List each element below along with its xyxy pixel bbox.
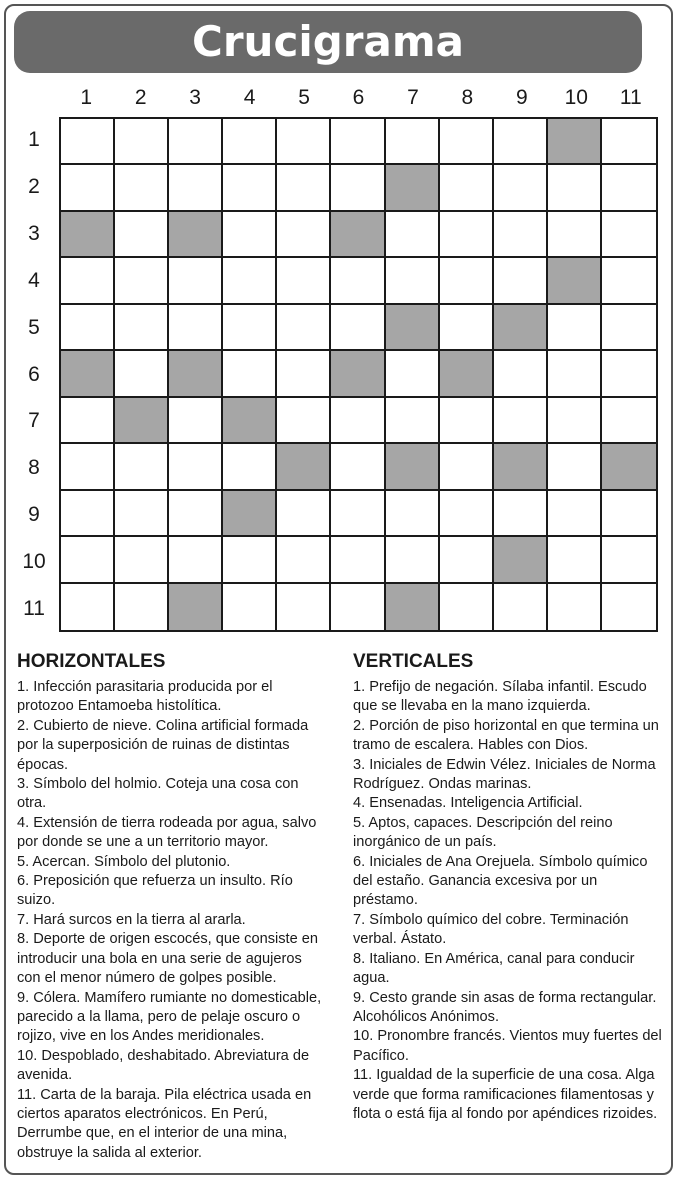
grid-cell[interactable] — [331, 258, 385, 304]
grid-cell[interactable] — [61, 537, 115, 583]
grid-cell[interactable] — [331, 584, 385, 630]
column-number: 1 — [80, 86, 93, 109]
grid-cell[interactable] — [277, 212, 331, 258]
grid-cell[interactable] — [115, 119, 169, 165]
grid-cell[interactable] — [331, 444, 385, 490]
grid-cell[interactable] — [331, 398, 385, 444]
grid-cell-blocked — [548, 119, 602, 165]
clue-item: 1. Prefijo de negación. Sílaba infantil. Escudo que se llevaba en la mano izquierda. — [353, 679, 647, 715]
row-number: 4 — [28, 268, 40, 292]
grid-cell-blocked — [548, 258, 602, 304]
grid-cell[interactable] — [494, 119, 548, 165]
grid-cell[interactable] — [548, 212, 602, 258]
puzzle-title: Crucigrama — [192, 17, 464, 66]
grid-cell[interactable] — [494, 258, 548, 304]
grid-cell[interactable] — [277, 305, 331, 351]
grid-cell-blocked — [277, 444, 331, 490]
grid-cell[interactable] — [223, 212, 277, 258]
horizontal-heading: HORIZONTALES — [17, 651, 166, 672]
column-number: 7 — [407, 86, 419, 109]
grid-cell-blocked — [494, 537, 548, 583]
grid-cell[interactable] — [169, 537, 223, 583]
row-number: 1 — [28, 128, 40, 152]
row-number: 6 — [28, 362, 40, 386]
grid-cell[interactable] — [223, 165, 277, 211]
grid-cell[interactable] — [277, 537, 331, 583]
grid-cell[interactable] — [331, 165, 385, 211]
clue-item: 11. Igualdad de la superficie de una cosa. Alga verde que forma ramificaciones filamentosas y flota o está fija al fondo por apéndices rizoides. — [353, 1067, 658, 1122]
grid-cell[interactable] — [440, 444, 494, 490]
grid-cell-blocked — [440, 351, 494, 397]
grid-cell[interactable] — [548, 351, 602, 397]
clue-item: 9. Cesto grande sin asas de forma rectangular. Alcohólicos Anónimos. — [353, 989, 657, 1025]
grid-cell[interactable] — [169, 119, 223, 165]
grid-cell[interactable] — [223, 537, 277, 583]
grid-cell[interactable] — [331, 119, 385, 165]
grid-cell[interactable] — [61, 444, 115, 490]
grid-cell[interactable] — [602, 305, 656, 351]
title-banner — [14, 11, 642, 73]
clue-item: 7. Símbolo químico del cobre. Terminación verbal. Ástato. — [353, 911, 629, 948]
grid-cell[interactable] — [602, 351, 656, 397]
grid-cell[interactable] — [494, 351, 548, 397]
grid-cell[interactable] — [602, 491, 656, 537]
grid-cell[interactable] — [169, 165, 223, 211]
grid-cell[interactable] — [61, 584, 115, 630]
grid-cell[interactable] — [277, 165, 331, 211]
grid-cell[interactable] — [548, 491, 602, 537]
grid-cell[interactable] — [386, 258, 440, 304]
grid-cell[interactable] — [61, 398, 115, 444]
grid-cell[interactable] — [602, 584, 656, 630]
column-number: 9 — [516, 86, 528, 109]
grid-cell[interactable] — [440, 584, 494, 630]
grid-cell-blocked — [386, 444, 440, 490]
grid-cell[interactable] — [115, 444, 169, 490]
grid-cell[interactable] — [277, 258, 331, 304]
grid-cell-blocked — [386, 305, 440, 351]
grid-cell[interactable] — [61, 258, 115, 304]
grid-cell-blocked — [115, 398, 169, 444]
grid-cell[interactable] — [277, 398, 331, 444]
row-number: 9 — [28, 502, 40, 526]
clue-item: 1. Infección parasitaria producida por el protozoo Entamoeba histolítica. — [17, 679, 273, 715]
clue-item: 6. Iniciales de Ana Orejuela. Símbolo químico del estaño. Ganancia excesiva por un préstamo. — [353, 853, 648, 909]
grid-cell[interactable] — [61, 491, 115, 537]
grid-cell[interactable] — [61, 165, 115, 211]
grid-cell[interactable] — [277, 119, 331, 165]
grid-cell[interactable] — [440, 305, 494, 351]
clue-item: 5. Acercan. Símbolo del plutonio. — [17, 853, 231, 870]
vertical-clues — [353, 650, 665, 1124]
clue-item: 5. Aptos, capaces. Descripción del reino inorgánico de un país. — [353, 814, 613, 851]
clue-item: 8. Deporte de origen escocés, que consiste en introducir una bola en una serie de agujeros con el menor número de golpes posible. — [17, 931, 318, 987]
grid-cell[interactable] — [115, 584, 169, 630]
grid-cell[interactable] — [115, 491, 169, 537]
grid-cell[interactable] — [169, 444, 223, 490]
grid-cell-blocked — [169, 212, 223, 258]
grid-cell[interactable] — [494, 584, 548, 630]
grid-cell[interactable] — [440, 119, 494, 165]
grid-cell[interactable] — [169, 491, 223, 537]
grid-cell-blocked — [223, 491, 277, 537]
grid-cell[interactable] — [223, 258, 277, 304]
grid-cell[interactable] — [386, 119, 440, 165]
grid-cell[interactable] — [115, 212, 169, 258]
grid-cell[interactable] — [223, 444, 277, 490]
grid-cell[interactable] — [277, 584, 331, 630]
column-number: 4 — [243, 86, 256, 109]
row-number: 2 — [28, 175, 40, 199]
grid-cell-blocked — [61, 212, 115, 258]
grid-cell[interactable] — [331, 305, 385, 351]
grid-cell[interactable] — [548, 165, 602, 211]
grid-cell-blocked — [494, 305, 548, 351]
row-number: 10 — [22, 549, 46, 573]
clue-item: 4. Extensión de tierra rodeada por agua, salvo por donde se une a un territorio mayor. — [17, 814, 317, 851]
grid-cell[interactable] — [548, 584, 602, 630]
grid-cell[interactable] — [223, 351, 277, 397]
grid-cell-blocked — [494, 444, 548, 490]
grid-cell[interactable] — [548, 444, 602, 490]
horizontal-clues — [17, 650, 329, 1163]
clue-item: 8. Italiano. En América, canal para conducir agua. — [353, 950, 635, 987]
grid-cell[interactable] — [115, 305, 169, 351]
grid-cell[interactable] — [494, 398, 548, 444]
column-number: 11 — [619, 86, 642, 109]
grid-cell[interactable] — [331, 537, 385, 583]
grid-cell[interactable] — [169, 305, 223, 351]
grid-cell[interactable] — [602, 258, 656, 304]
column-number: 2 — [134, 86, 147, 109]
grid-cell[interactable] — [602, 398, 656, 444]
grid-cell[interactable] — [115, 165, 169, 211]
grid-cell-blocked — [386, 584, 440, 630]
clue-item: 11. Carta de la baraja. Pila eléctrica usada en ciertos aparatos electrónicos. En Perú, Derrumbe que, en el interior de una mina, obstruye la salida al exterior. — [17, 1086, 312, 1161]
clue-item: 9. Cólera. Mamífero rumiante no domesticable, parecido a la llama, pero de pelaje oscuro o rojizo, vive en los Andes meridionales. — [17, 989, 322, 1045]
grid-cell-blocked — [61, 351, 115, 397]
grid-cell[interactable] — [61, 119, 115, 165]
grid-cell[interactable] — [223, 305, 277, 351]
grid-cell[interactable] — [548, 537, 602, 583]
clue-item: 2. Cubierto de nieve. Colina artificial formada por la superposición de ruinas de distintas épocas. — [17, 717, 309, 773]
grid-cell[interactable] — [548, 398, 602, 444]
grid-cell[interactable] — [548, 305, 602, 351]
row-number: 5 — [28, 315, 40, 339]
grid-cell[interactable] — [440, 258, 494, 304]
row-number: 7 — [28, 409, 40, 433]
crossword-grid — [59, 117, 658, 632]
clue-item: 10. Pronombre francés. Vientos muy fuertes del Pacífico. — [353, 1028, 662, 1064]
row-number: 11 — [23, 596, 45, 620]
grid-cell[interactable] — [440, 165, 494, 211]
grid-cell[interactable] — [386, 351, 440, 397]
vertical-clue-list — [353, 678, 665, 1124]
grid-cell-blocked — [331, 212, 385, 258]
grid-cell[interactable] — [440, 491, 494, 537]
clue-item: 4. Ensenadas. Inteligencia Artificial. — [353, 795, 583, 812]
grid-cell-blocked — [223, 398, 277, 444]
grid-cell[interactable] — [386, 398, 440, 444]
grid-cell-blocked — [386, 165, 440, 211]
grid-cell[interactable] — [494, 491, 548, 537]
grid-cell[interactable] — [277, 491, 331, 537]
grid-cell[interactable] — [115, 258, 169, 304]
clue-item: 6. Preposición que refuerza un insulto. Río suizo. — [17, 873, 293, 909]
grid-cell[interactable] — [602, 537, 656, 583]
grid-cell[interactable] — [277, 351, 331, 397]
row-number: 8 — [28, 456, 40, 480]
grid-cell[interactable] — [440, 212, 494, 258]
column-number: 6 — [352, 86, 365, 109]
grid-cell[interactable] — [440, 537, 494, 583]
grid-cell-blocked — [331, 351, 385, 397]
grid-cell[interactable] — [61, 305, 115, 351]
grid-cell-blocked — [169, 351, 223, 397]
grid-cell[interactable] — [115, 351, 169, 397]
grid-cell-blocked — [169, 584, 223, 630]
row-number: 3 — [28, 222, 40, 246]
grid-cell-blocked — [602, 444, 656, 490]
clue-item: 7. Hará surcos en la tierra al ararla. — [17, 911, 246, 928]
column-number: 10 — [564, 86, 588, 109]
column-number: 3 — [189, 86, 201, 109]
grid-cell[interactable] — [223, 584, 277, 630]
clue-item: 3. Iniciales de Edwin Vélez. Iniciales de Norma Rodríguez. Ondas marinas. — [353, 756, 656, 793]
grid-cell[interactable] — [440, 398, 494, 444]
clue-item: 10. Despoblado, deshabitado. Abreviatura de avenida. — [17, 1047, 310, 1084]
grid-cell[interactable] — [386, 491, 440, 537]
grid-cell[interactable] — [169, 258, 223, 304]
column-number: 5 — [298, 86, 310, 109]
grid-cell[interactable] — [602, 212, 656, 258]
grid-cell[interactable] — [386, 212, 440, 258]
grid-cell[interactable] — [115, 537, 169, 583]
column-number: 8 — [461, 86, 474, 109]
grid-cell[interactable] — [331, 491, 385, 537]
grid-cell[interactable] — [602, 165, 656, 211]
vertical-heading: VERTICALES — [353, 651, 474, 672]
horizontal-clue-list — [17, 678, 329, 1163]
grid-cell[interactable] — [223, 119, 277, 165]
clue-item: 3. Símbolo del holmio. Coteja una cosa con otra. — [17, 776, 299, 812]
grid-cell[interactable] — [602, 119, 656, 165]
grid-cell[interactable] — [494, 165, 548, 211]
clue-item: 2. Porción de piso horizontal en que termina un tramo de escalera. Hables con Dios. — [353, 717, 659, 754]
grid-cell[interactable] — [169, 398, 223, 444]
grid-cell[interactable] — [386, 537, 440, 583]
grid-cell[interactable] — [494, 212, 548, 258]
